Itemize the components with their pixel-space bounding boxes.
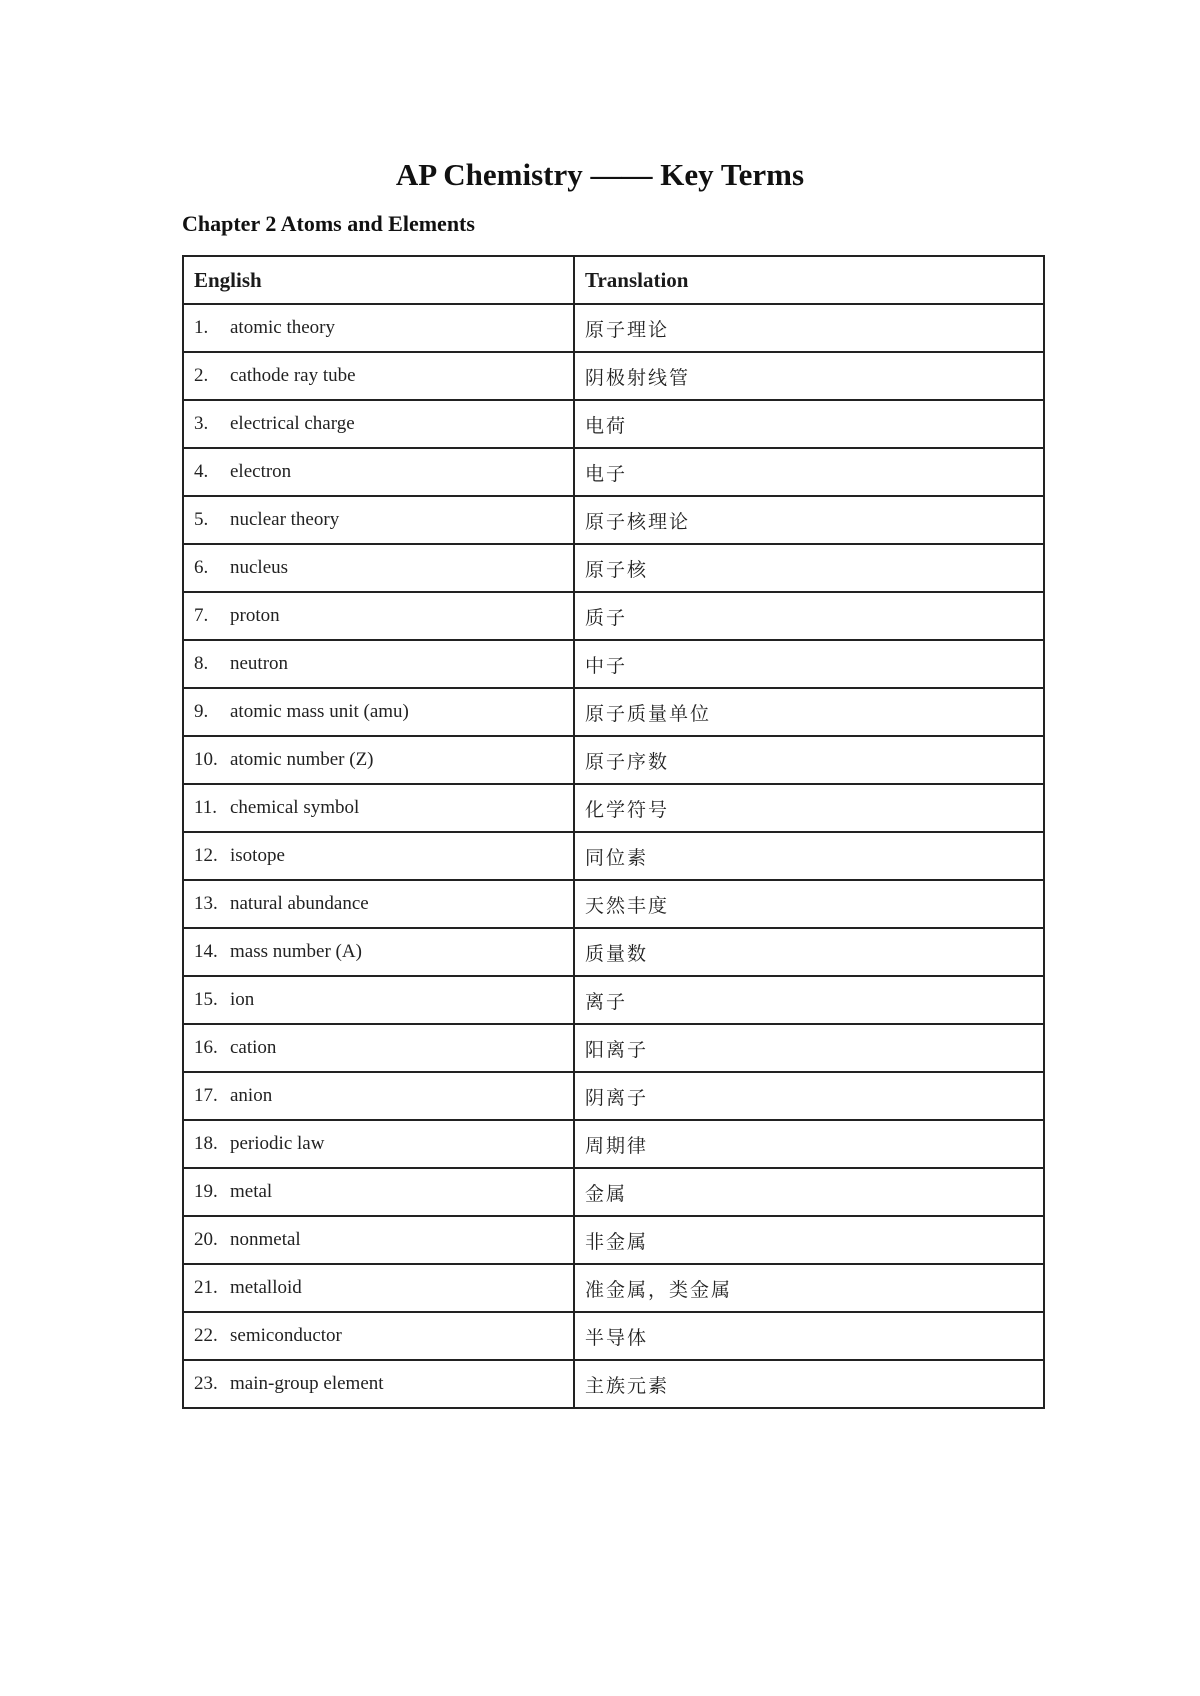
english-term: isotope [230,845,285,866]
english-term: ion [230,989,255,1010]
english-term: atomic mass unit (amu) [230,701,409,722]
translation-cell [574,304,1044,352]
table-row [183,1312,1044,1360]
table-row [183,736,1044,784]
translation-text: 周期律 [585,1134,649,1157]
term-number: 18. [194,1133,218,1154]
english-term-cell [183,544,574,592]
translation-cell [574,1264,1044,1312]
table-row [183,1072,1044,1120]
table-row [183,640,1044,688]
translation-text: 原子质量单位 [585,702,712,725]
english-term-cell [183,880,574,928]
translation-cell [574,1120,1044,1168]
translation-cell [574,1024,1044,1072]
english-term-cell [183,1168,574,1216]
english-term-cell [183,400,574,448]
term-number: 10. [194,749,218,770]
translation-cell [574,832,1044,880]
translation-cell [574,592,1044,640]
header-english: English [183,256,574,304]
translation-text: 阳离子 [585,1038,649,1061]
term-number: 6. [194,557,209,578]
translation-cell [574,400,1044,448]
translation-cell [574,1072,1044,1120]
translation-cell [574,1312,1044,1360]
english-term: cation [230,1037,277,1058]
english-term: metal [230,1181,273,1202]
english-term: metalloid [230,1277,302,1298]
translation-text: 原子核理论 [585,510,691,533]
translation-text: 半导体 [585,1326,649,1349]
table-row [183,304,1044,352]
term-number: 1. [194,317,209,338]
english-term: atomic theory [230,317,335,338]
term-number: 15. [194,989,218,1010]
term-number: 8. [194,653,209,674]
term-number: 9. [194,701,209,722]
table-row [183,928,1044,976]
table-row [183,400,1044,448]
term-number: 4. [194,461,209,482]
term-number: 2. [194,365,209,386]
term-number: 19. [194,1181,218,1202]
table-row [183,976,1044,1024]
term-number: 16. [194,1037,218,1058]
english-term-cell [183,1024,574,1072]
table-row [183,880,1044,928]
translation-cell [574,976,1044,1024]
translation-text: 非金属 [585,1230,649,1253]
table-row [183,1120,1044,1168]
english-term-cell [183,1312,574,1360]
translation-cell [574,352,1044,400]
term-number: 22. [194,1325,218,1346]
term-number: 3. [194,413,209,434]
term-number: 13. [194,893,218,914]
english-term-cell [183,976,574,1024]
english-term-cell [183,448,574,496]
translation-cell [574,1360,1044,1408]
english-term: nonmetal [230,1229,301,1250]
english-term: electron [230,461,292,482]
english-term-cell [183,1360,574,1408]
english-term-cell [183,1120,574,1168]
translation-cell [574,928,1044,976]
english-term-cell [183,1216,574,1264]
term-number: 21. [194,1277,218,1298]
table-row [183,688,1044,736]
term-number: 12. [194,845,218,866]
english-term-cell [183,592,574,640]
translation-text: 中子 [585,654,628,677]
table-row [183,1216,1044,1264]
document-title: AP Chemistry —— Key Terms [395,157,805,192]
translation-cell [574,1168,1044,1216]
translation-text: 离子 [585,990,628,1013]
translation-text: 主族元素 [585,1374,670,1397]
translation-text: 原子核 [585,558,649,581]
english-term-cell [183,928,574,976]
table-row [183,1168,1044,1216]
translation-text: 原子序数 [585,750,670,773]
english-term: periodic law [230,1133,325,1154]
english-term: mass number (A) [230,941,362,962]
english-term: semiconductor [230,1325,342,1346]
table-row [183,832,1044,880]
key-terms-table [182,255,1045,1409]
translation-cell [574,544,1044,592]
translation-cell [574,688,1044,736]
english-term-cell [183,352,574,400]
english-term: nuclear theory [230,509,340,530]
english-term: atomic number (Z) [230,749,374,770]
translation-text: 原子理论 [585,318,670,341]
table-row [183,544,1044,592]
translation-text: 阴离子 [585,1086,649,1109]
translation-text: 同位素 [585,846,649,869]
term-number: 7. [194,605,209,626]
translation-cell [574,784,1044,832]
header-translation: Translation [574,256,1044,304]
translation-text: 质子 [585,606,628,629]
english-term-cell [183,640,574,688]
english-term: neutron [230,653,289,674]
table-row [183,784,1044,832]
translation-cell [574,496,1044,544]
term-number: 5. [194,509,209,530]
translation-text: 准金属，类金属 [585,1278,733,1301]
english-term-cell [183,496,574,544]
term-number: 20. [194,1229,218,1250]
table-row [183,1264,1044,1312]
english-term-cell [183,1072,574,1120]
english-term: nucleus [230,557,289,578]
english-term: electrical charge [230,413,355,434]
table-row [183,592,1044,640]
translation-cell [574,736,1044,784]
translation-text: 电子 [585,462,628,485]
table-row [183,1360,1044,1408]
english-term: main-group element [230,1373,384,1394]
table-header-row [183,256,1044,304]
english-term: proton [230,605,280,626]
english-term: cathode ray tube [230,365,356,386]
translation-text: 质量数 [585,942,649,965]
translation-text: 电荷 [585,414,628,437]
english-term-cell [183,688,574,736]
term-number: 17. [194,1085,218,1106]
translation-cell [574,1216,1044,1264]
chapter-heading: Chapter 2 Atoms and Elements [182,211,475,236]
table-row [183,496,1044,544]
table-row [183,352,1044,400]
term-number: 23. [194,1373,218,1394]
translation-text: 阴极射线管 [585,366,691,389]
english-term-cell [183,832,574,880]
english-term: natural abundance [230,893,369,914]
english-term: anion [230,1085,273,1106]
english-term: chemical symbol [230,797,360,818]
translation-text: 金属 [585,1182,628,1205]
table-body [183,304,1044,1408]
english-term-cell [183,1264,574,1312]
translation-text: 天然丰度 [585,894,670,917]
translation-text: 化学符号 [585,798,670,821]
translation-cell [574,448,1044,496]
english-term-cell [183,784,574,832]
term-number: 11. [194,797,218,818]
english-term-cell [183,304,574,352]
english-term-cell [183,736,574,784]
translation-cell [574,640,1044,688]
table-row [183,1024,1044,1072]
translation-cell [574,880,1044,928]
term-number: 14. [194,941,218,962]
table-row [183,448,1044,496]
